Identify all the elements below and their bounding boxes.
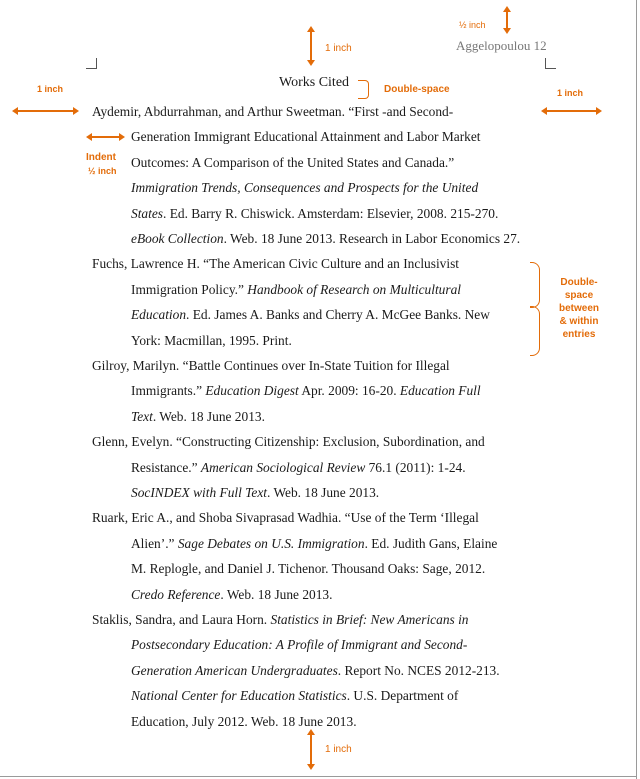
margin-corner-top-left xyxy=(86,58,97,69)
running-head: Aggelopoulou 12 xyxy=(456,38,547,53)
entry-first-line xyxy=(92,358,450,374)
header-margin-label: ½ inch xyxy=(459,20,486,30)
citation-text: M. Replogle, and Daniel J. Tichenor. Thousand Oaks: Sage, 2012. xyxy=(131,561,486,577)
entry-continuation-line xyxy=(131,206,498,222)
italic-title-text: Education Digest xyxy=(205,383,299,399)
bottom-margin-arrow-line xyxy=(310,734,312,764)
citation-text: Generation Immigrant Educational Attainment and Labor Market xyxy=(131,129,481,145)
entry-continuation-line xyxy=(131,688,458,704)
right-margin-arrow-line xyxy=(546,110,596,112)
entry-continuation-line xyxy=(131,129,481,145)
right-margin-label: 1 inch xyxy=(557,88,584,98)
entry-first-line xyxy=(92,434,485,450)
between-entries-label-line3: between xyxy=(558,303,599,314)
citation-text: 76.1 (2011): 1-24. xyxy=(365,459,466,475)
entry-continuation-line xyxy=(131,333,292,349)
italic-title-text: National Center for Education Statistics xyxy=(131,688,347,704)
double-space-label: Double-space xyxy=(384,84,450,95)
top-margin-arrow-down-icon xyxy=(307,60,315,66)
between-entries-bracket-top xyxy=(530,262,540,308)
italic-title-text: Postsecondary Education: A Profile of Immigrant and Second- xyxy=(131,637,468,653)
between-entries-label-line4: & within xyxy=(559,316,599,327)
entry-continuation-line xyxy=(131,485,379,501)
entry-continuation-line xyxy=(131,155,454,171)
indent-label-line1: Indent xyxy=(86,152,116,163)
indent-arrow-line xyxy=(91,136,119,138)
italic-title-text: Handbook of Research on Multicultural xyxy=(247,281,462,297)
citation-text: York: Macmillan, 1995. Print. xyxy=(131,332,292,348)
italic-title-text: Generation American Undergraduates xyxy=(131,662,338,678)
italic-title-text: SocINDEX with Full Text xyxy=(131,485,268,500)
citation-text: Glenn, Evelyn. “Constructing Citizenship: Exclusion, Subordination, and xyxy=(92,434,485,450)
margin-corner-top-right xyxy=(545,58,556,69)
header-margin-arrow-down-icon xyxy=(503,28,511,34)
between-entries-label-line2: space xyxy=(564,290,594,301)
citation-text: Ruark, Eric A., and Shoba Sivaprasad Wadhia. “Use of the Term ‘Illegal xyxy=(92,510,479,526)
between-entries-label-line1: Double- xyxy=(560,277,598,288)
entry-continuation-line xyxy=(131,383,481,399)
italic-title-text: Statistics in Brief: New Americans in xyxy=(270,612,469,627)
left-margin-label: 1 inch xyxy=(37,84,64,94)
page-title: Works Cited xyxy=(279,75,350,90)
entry-continuation-line xyxy=(131,536,497,552)
entry-continuation-line xyxy=(131,409,265,425)
citation-text: Staklis, Sandra, and Laura Horn. xyxy=(92,612,271,627)
citation-text: . Web. 18 June 2013. Research in Labor Economics 27. xyxy=(223,231,521,246)
citation-text: Aydemir, Abdurrahman, and Arthur Sweetman. “First -and Second- xyxy=(92,104,454,119)
citation-text: Immigrants.” xyxy=(131,383,206,399)
entry-continuation-line xyxy=(131,231,520,247)
italic-title-text: American Sociological Review xyxy=(200,459,366,475)
page-edge-right xyxy=(636,0,637,779)
right-margin-arrow-right-icon xyxy=(596,107,602,115)
double-space-bracket xyxy=(358,80,369,99)
citation-text: Education, July 2012. Web. 18 June 2013. xyxy=(131,713,357,729)
italic-title-text: Credo Reference xyxy=(131,586,221,602)
indent-arrow-right-icon xyxy=(119,133,125,141)
entry-continuation-line xyxy=(131,587,332,603)
entry-continuation-line xyxy=(131,460,466,476)
citation-text: . Ed. Judith Gans, Elaine xyxy=(364,535,498,551)
italic-title-text: Education Full xyxy=(399,383,481,399)
between-entries-bracket-bottom xyxy=(530,306,540,356)
entry-first-line xyxy=(92,612,469,628)
citation-text: Resistance.” xyxy=(131,459,201,475)
citation-text: . Ed. Barry R. Chiswick. Amsterdam: Elsevier, 2008. 215-270. xyxy=(163,205,499,221)
citation-text: . U.S. Department of xyxy=(346,688,459,704)
italic-title-text: eBook Collection xyxy=(131,231,224,246)
citation-text: Gilroy, Marilyn. “Battle Continues over In-State Tuition for Illegal xyxy=(92,358,450,373)
citation-text: . Web. 18 June 2013. xyxy=(220,586,333,602)
entry-continuation-line xyxy=(131,637,467,653)
italic-title-text: Education xyxy=(131,307,187,323)
entry-first-line xyxy=(92,104,453,120)
entry-continuation-line xyxy=(131,714,357,730)
citation-text: Outcomes: A Comparison of the United States and Canada.” xyxy=(131,154,455,170)
header-margin-arrow-line xyxy=(506,11,508,29)
left-margin-arrow-right-icon xyxy=(73,107,79,115)
citation-text: . Web. 18 June 2013. xyxy=(267,485,380,500)
between-entries-label-line5: entries xyxy=(562,329,596,340)
italic-title-text: States xyxy=(131,205,163,221)
citation-text: Fuchs, Lawrence H. “The American Civic Culture and an Inclusivist xyxy=(92,256,460,272)
entry-continuation-line xyxy=(131,180,478,196)
citation-text: Immigration Policy.” xyxy=(131,281,248,297)
page-edge-bottom xyxy=(0,776,637,777)
entry-continuation-line xyxy=(131,307,490,323)
between-entries-label xyxy=(549,276,609,341)
bottom-margin-label: 1 inch xyxy=(325,744,352,755)
entry-continuation-line xyxy=(131,561,485,577)
entry-first-line xyxy=(92,256,459,272)
entry-continuation-line xyxy=(131,663,500,679)
italic-title-text: Immigration Trends, Consequences and Prospects for the United xyxy=(131,180,479,196)
citation-text: . Report No. NCES 2012-213. xyxy=(337,662,500,678)
entry-continuation-line xyxy=(131,282,461,298)
top-margin-label: 1 inch xyxy=(325,43,352,54)
entry-first-line xyxy=(92,510,479,526)
citation-text: Apr. 2009: 16-20. xyxy=(298,383,400,399)
italic-title-text: Text xyxy=(131,408,153,424)
top-margin-arrow-line xyxy=(310,31,312,61)
left-margin-arrow-line xyxy=(17,110,73,112)
italic-title-text: Sage Debates on U.S. Immigration xyxy=(177,535,365,551)
bottom-margin-arrow-down-icon xyxy=(307,764,315,770)
citation-text: . Web. 18 June 2013. xyxy=(152,408,265,424)
citation-text: . Ed. James A. Banks and Cherry A. McGee Banks. New xyxy=(186,307,490,323)
citation-text: Alien’.” xyxy=(131,535,178,551)
indent-label-line2: ½ inch xyxy=(88,166,117,176)
